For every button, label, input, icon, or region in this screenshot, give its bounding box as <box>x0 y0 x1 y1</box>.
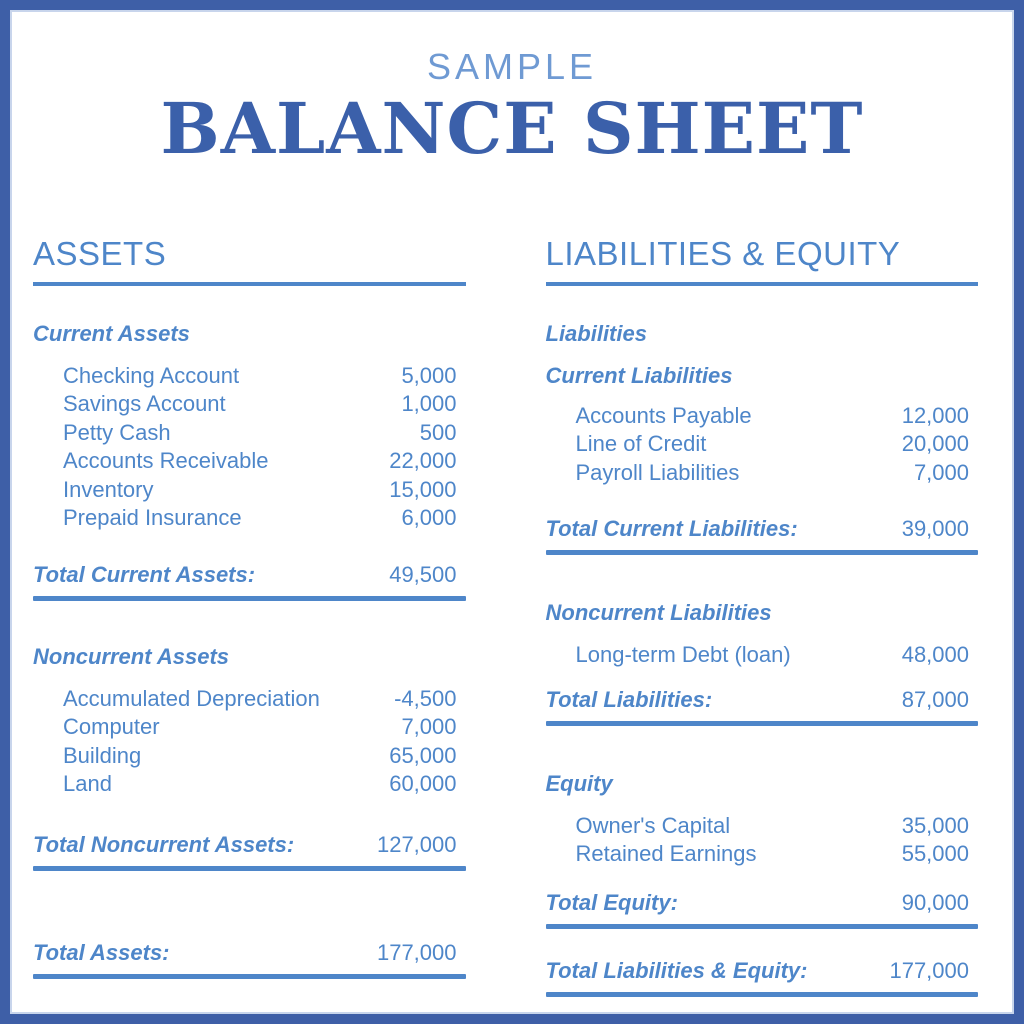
line-item-value: 22,000 <box>389 448 457 474</box>
total-label: Total Current Liabilities: <box>545 516 798 542</box>
grand-total-value: 177,000 <box>376 939 457 965</box>
document-header <box>12 46 1012 170</box>
current-assets-rows <box>33 362 466 533</box>
line-item-value: 15,000 <box>389 476 457 502</box>
total-label: Total Current Assets: <box>33 561 256 587</box>
line-item-value: 35,000 <box>901 812 969 838</box>
total-assets-row <box>33 939 466 967</box>
line-item-label: Line of Credit <box>575 431 707 457</box>
total-value: 87,000 <box>901 686 969 712</box>
liabilities-section-label: Liabilities <box>545 320 647 346</box>
line-item-value: 7,000 <box>401 714 457 740</box>
line-item <box>546 641 979 670</box>
current-liabilities-title: Current Liabilities <box>545 362 733 388</box>
line-item <box>33 713 466 742</box>
line-item <box>33 362 466 391</box>
separator-line <box>33 596 466 601</box>
line-item <box>546 840 979 869</box>
separator-line <box>546 721 979 726</box>
line-item-value: 48,000 <box>901 642 969 668</box>
total-value: 49,500 <box>389 561 457 587</box>
equity-rows <box>546 812 979 869</box>
current-assets-title: Current Assets <box>33 320 190 346</box>
line-item <box>546 812 979 841</box>
assets-heading: ASSETS <box>33 234 466 286</box>
separator-line <box>546 550 979 555</box>
total-label: Total Liabilities: <box>545 686 713 712</box>
line-item <box>33 742 466 771</box>
total-noncurrent-assets-row <box>33 831 466 859</box>
total-value: 90,000 <box>901 889 969 915</box>
line-item <box>546 430 979 459</box>
line-item-value: 55,000 <box>901 841 969 867</box>
line-item-value: 6,000 <box>401 505 457 531</box>
liabilities-equity-column <box>546 234 979 997</box>
line-item <box>33 447 466 476</box>
line-item-label: Checking Account <box>63 362 240 388</box>
line-item <box>33 390 466 419</box>
line-item-label: Long-term Debt (loan) <box>575 642 791 668</box>
current-liabilities-rows <box>546 402 979 488</box>
line-item <box>33 770 466 799</box>
equity-title: Equity <box>545 770 613 796</box>
noncurrent-assets-title: Noncurrent Assets <box>33 643 230 669</box>
total-value: 39,000 <box>901 516 969 542</box>
grand-total-value: 177,000 <box>889 957 969 983</box>
document-subtitle: SAMPLE <box>426 46 598 87</box>
total-value: 127,000 <box>376 831 457 857</box>
line-item-label: Computer <box>63 714 160 740</box>
line-item <box>33 685 466 714</box>
line-item-value: 20,000 <box>901 431 969 457</box>
line-item-label: Inventory <box>63 476 154 502</box>
total-liabilities-equity-row <box>546 957 979 985</box>
line-item-value: 1,000 <box>401 391 457 417</box>
line-item <box>33 504 466 533</box>
line-item <box>546 402 979 431</box>
line-item-label: Savings Account <box>63 391 226 417</box>
noncurrent-assets-rows <box>33 685 466 799</box>
line-item-label: Accounts Payable <box>575 402 752 428</box>
liabilities-equity-heading: LIABILITIES & EQUITY <box>546 234 979 286</box>
line-item <box>33 476 466 505</box>
two-column-layout <box>12 234 1012 997</box>
line-item-value: 12,000 <box>901 402 969 428</box>
total-label: Total Equity: <box>545 889 678 915</box>
line-item-label: Building <box>63 742 142 768</box>
line-item-label: Land <box>63 771 112 797</box>
line-item-label: Prepaid Insurance <box>63 505 242 531</box>
line-item-label: Accounts Receivable <box>63 448 269 474</box>
line-item-label: Payroll Liabilities <box>575 459 740 485</box>
total-label: Total Noncurrent Assets: <box>33 831 295 857</box>
line-item <box>33 419 466 448</box>
line-item-value: -4,500 <box>394 685 457 711</box>
total-liabilities-row <box>546 686 979 714</box>
line-item-label: Accumulated Depreciation <box>63 685 320 711</box>
line-item-label: Owner's Capital <box>575 812 731 838</box>
line-item-value: 5,000 <box>401 362 457 388</box>
separator-line <box>546 924 979 929</box>
grand-total-label: Total Liabilities & Equity: <box>545 957 808 983</box>
separator-line <box>33 866 466 871</box>
line-item-value: 65,000 <box>389 742 457 768</box>
total-current-assets-row <box>33 561 466 589</box>
assets-column <box>33 234 466 997</box>
noncurrent-liabilities-title: Noncurrent Liabilities <box>545 600 772 626</box>
total-equity-row <box>546 889 979 917</box>
line-item-label: Retained Earnings <box>575 841 757 867</box>
grand-total-label: Total Assets: <box>33 939 170 965</box>
separator-line <box>33 974 466 979</box>
noncurrent-liabilities-rows <box>546 641 979 670</box>
total-current-liabilities-row <box>546 515 979 543</box>
balance-sheet-document <box>12 12 1012 1012</box>
separator-line <box>546 992 979 997</box>
line-item-value: 60,000 <box>389 771 457 797</box>
line-item-value: 500 <box>419 419 457 445</box>
page-title: BALANCE SHEET <box>160 87 864 170</box>
line-item <box>546 459 979 488</box>
line-item-label: Petty Cash <box>63 419 171 445</box>
line-item-value: 7,000 <box>913 459 969 485</box>
